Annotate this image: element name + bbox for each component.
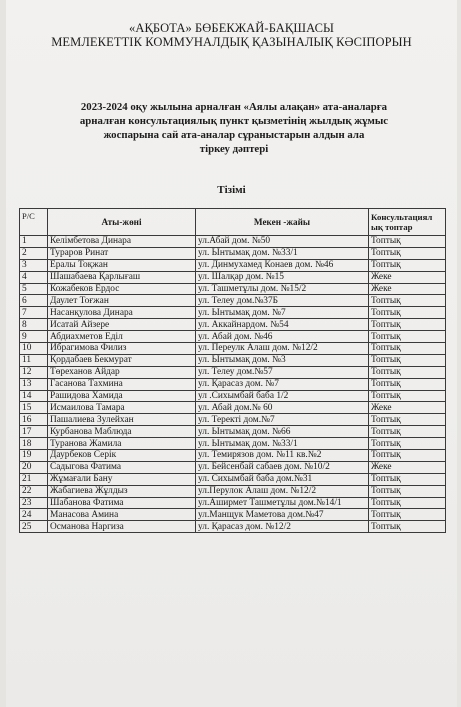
row-group-cell: Топтық xyxy=(369,259,446,271)
row-number-cell: 1 xyxy=(20,236,48,248)
table-row xyxy=(20,366,446,378)
table-row xyxy=(20,331,446,343)
row-group-cell: Топтық xyxy=(369,390,446,402)
row-name-cell: Исмаилова Тамара xyxy=(48,402,196,414)
row-name-cell: Төреханов Айдар xyxy=(48,366,196,378)
row-group-cell: Топтық xyxy=(369,378,446,390)
column-header-address: Мекен -жайы xyxy=(196,209,369,236)
row-address-cell: ул. Абай дом.№ 60 xyxy=(196,402,369,414)
table-row xyxy=(20,509,446,521)
row-name-cell: Даурбеков Серік xyxy=(48,450,196,462)
row-address-cell: ул. Қарасаз дом. №12/2 xyxy=(196,521,369,533)
table-row xyxy=(20,414,446,426)
row-number-cell: 16 xyxy=(20,414,48,426)
table-row xyxy=(20,485,446,497)
document-title-line-2: арналған консультациялық пункт қызметінің жылдық жұмыс xyxy=(79,115,389,127)
row-address-cell: ул. Ынтымақ дом. №33/1 xyxy=(196,438,369,450)
row-address-cell: ул .Сихымбай баба 1/2 xyxy=(196,390,369,402)
row-group-cell: Топтық xyxy=(369,450,446,462)
row-number-cell: 12 xyxy=(20,366,48,378)
document-page xyxy=(6,0,457,707)
organization-name-line-1: «АҚБОТА» БӨБЕКЖАЙ-БАҚШАСЫ xyxy=(128,21,335,35)
row-group-cell: Топтық xyxy=(369,307,446,319)
registration-table xyxy=(19,208,446,533)
row-address-cell: ул.Абай дом. №50 xyxy=(196,236,369,248)
row-number-cell: 7 xyxy=(20,307,48,319)
row-group-cell: Топтық xyxy=(369,319,446,331)
row-group-cell: Топтық xyxy=(369,521,446,533)
row-group-cell: Топтық xyxy=(369,331,446,343)
row-name-cell: Рашидова Хамида xyxy=(48,390,196,402)
table-row xyxy=(20,247,446,259)
row-name-cell: Ибрагимова Филиз xyxy=(48,343,196,355)
row-number-cell: 25 xyxy=(20,521,48,533)
row-address-cell: ул. Динмухамед Конаев дом. №46 xyxy=(196,259,369,271)
column-header-number: Р/С xyxy=(20,209,48,236)
table-row xyxy=(20,354,446,366)
row-number-cell: 17 xyxy=(20,426,48,438)
row-name-cell: Қордабаев Бекмурат xyxy=(48,354,196,366)
table-body xyxy=(20,236,446,533)
row-address-cell: ул. Ынтымақ дом. №66 xyxy=(196,426,369,438)
table-row xyxy=(20,390,446,402)
table-row xyxy=(20,236,446,248)
table-row xyxy=(20,319,446,331)
table-row xyxy=(20,295,446,307)
row-group-cell: Топтық xyxy=(369,354,446,366)
table-row xyxy=(20,283,446,295)
row-number-cell: 11 xyxy=(20,354,48,366)
row-address-cell: ул. Ынтымақ дом. №33/1 xyxy=(196,247,369,259)
row-number-cell: 10 xyxy=(20,343,48,355)
row-group-cell: Топтық xyxy=(369,236,446,248)
table-row xyxy=(20,461,446,473)
row-address-cell: ул. Переулк Алаш дом. №12/2 xyxy=(196,343,369,355)
row-address-cell: ул.Перулок Алаш дом. №12/2 xyxy=(196,485,369,497)
row-number-cell: 24 xyxy=(20,509,48,521)
table-row xyxy=(20,426,446,438)
row-group-cell: Топтық xyxy=(369,485,446,497)
document-title-line-4: тіркеу дәптері xyxy=(199,143,269,155)
row-name-cell: Исатай Айзере xyxy=(48,319,196,331)
row-number-cell: 23 xyxy=(20,497,48,509)
row-address-cell: ул.Аширмет Ташметұлы дом.№14/1 xyxy=(196,497,369,509)
row-name-cell: Османова Наргиза xyxy=(48,521,196,533)
row-name-cell: Манасова Амина xyxy=(48,509,196,521)
row-name-cell: Жабагиева Жұлдыз xyxy=(48,485,196,497)
row-group-cell: Топтық xyxy=(369,426,446,438)
list-title: Тізімі xyxy=(217,184,246,196)
table-row xyxy=(20,450,446,462)
row-name-cell: Тураров Ринат xyxy=(48,247,196,259)
row-number-cell: 4 xyxy=(20,271,48,283)
row-name-cell: Кожабеков Ердос xyxy=(48,283,196,295)
row-number-cell: 22 xyxy=(20,485,48,497)
row-number-cell: 18 xyxy=(20,438,48,450)
row-name-cell: Пашалиева Зулейхан xyxy=(48,414,196,426)
row-number-cell: 3 xyxy=(20,259,48,271)
row-name-cell: Курбанова Маблюда xyxy=(48,426,196,438)
row-address-cell: ул. Шалқар дом. №15 xyxy=(196,271,369,283)
table-row xyxy=(20,497,446,509)
row-number-cell: 5 xyxy=(20,283,48,295)
row-name-cell: Жұмағали Бану xyxy=(48,473,196,485)
table-row xyxy=(20,343,446,355)
row-group-cell: Топтық xyxy=(369,438,446,450)
row-name-cell: Шабанова Фатима xyxy=(48,497,196,509)
row-number-cell: 9 xyxy=(20,331,48,343)
table-row xyxy=(20,259,446,271)
row-name-cell: Даулет Тоғжан xyxy=(48,295,196,307)
row-address-cell: ул. Телеу дом.№37Б xyxy=(196,295,369,307)
row-name-cell: Садыгова Фатима xyxy=(48,461,196,473)
row-number-cell: 19 xyxy=(20,450,48,462)
row-number-cell: 21 xyxy=(20,473,48,485)
row-number-cell: 8 xyxy=(20,319,48,331)
row-address-cell: ул. Телеу дом.№57 xyxy=(196,366,369,378)
row-number-cell: 20 xyxy=(20,461,48,473)
row-group-cell: Топтық xyxy=(369,473,446,485)
table-row xyxy=(20,402,446,414)
row-address-cell: ул.Манщук Маметова дом.№47 xyxy=(196,509,369,521)
row-name-cell: Туранова Жамила xyxy=(48,438,196,450)
row-name-cell: Абдиахметов Еділ xyxy=(48,331,196,343)
row-group-cell: Жеке xyxy=(369,461,446,473)
table-header-row xyxy=(20,209,446,236)
row-name-cell: Насанқулова Динара xyxy=(48,307,196,319)
row-group-cell: Жеке xyxy=(369,402,446,414)
row-address-cell: ул. Ынтымақ дом. №3 xyxy=(196,354,369,366)
row-address-cell: ул. Абай дом. №46 xyxy=(196,331,369,343)
organization-name-line-2: МЕМЛЕКЕТТІК КОММУНАЛДЫҚ ҚАЗЫНАЛЫҚ КӘСІПОРЫН xyxy=(51,35,412,49)
row-name-cell: Шашабаева Қарлығаш xyxy=(48,271,196,283)
row-address-cell: ул. Сихымбай баба дом.№31 xyxy=(196,473,369,485)
row-number-cell: 2 xyxy=(20,247,48,259)
row-address-cell: ул. Аккайнардом. №54 xyxy=(196,319,369,331)
row-group-cell: Топтық xyxy=(369,295,446,307)
table-row xyxy=(20,473,446,485)
row-address-cell: ул. Бейсенбай сабаев дом. №10/2 xyxy=(196,461,369,473)
document-title-line-3: жоспарына сай ата-аналар сұраныстарын алдын ала xyxy=(103,129,365,141)
table-row xyxy=(20,378,446,390)
row-group-cell: Топтық xyxy=(369,414,446,426)
row-number-cell: 14 xyxy=(20,390,48,402)
row-address-cell: ул. Темирязов дом. №11 кв.№2 xyxy=(196,450,369,462)
row-number-cell: 13 xyxy=(20,378,48,390)
row-group-cell: Жеке xyxy=(369,283,446,295)
column-header-consultation-group: Консультациял ық топтар xyxy=(369,209,446,236)
table-row xyxy=(20,307,446,319)
row-group-cell: Топтық xyxy=(369,247,446,259)
table-row xyxy=(20,521,446,533)
row-name-cell: Келімбетова Динара xyxy=(48,236,196,248)
table-row xyxy=(20,438,446,450)
row-name-cell: Гасанова Тахмина xyxy=(48,378,196,390)
table-row xyxy=(20,271,446,283)
row-group-cell: Топтық xyxy=(369,497,446,509)
row-number-cell: 15 xyxy=(20,402,48,414)
row-address-cell: ул. Ташметұлы дом. №15/2 xyxy=(196,283,369,295)
row-group-cell: Топтық xyxy=(369,366,446,378)
row-number-cell: 6 xyxy=(20,295,48,307)
row-address-cell: ул. Теректі дом.№7 xyxy=(196,414,369,426)
row-address-cell: ул. Қарасаз дом. №7 xyxy=(196,378,369,390)
row-group-cell: Топтық xyxy=(369,509,446,521)
row-group-cell: Топтық xyxy=(369,343,446,355)
document-title-line-1: 2023-2024 оқу жылына арналған «Аялы алақан» ата-аналарға xyxy=(80,101,388,113)
row-name-cell: Ералы Тоқжан xyxy=(48,259,196,271)
row-address-cell: ул. Ынтымақ дом. №7 xyxy=(196,307,369,319)
column-header-name: Аты-жөні xyxy=(48,209,196,236)
row-group-cell: Жеке xyxy=(369,271,446,283)
